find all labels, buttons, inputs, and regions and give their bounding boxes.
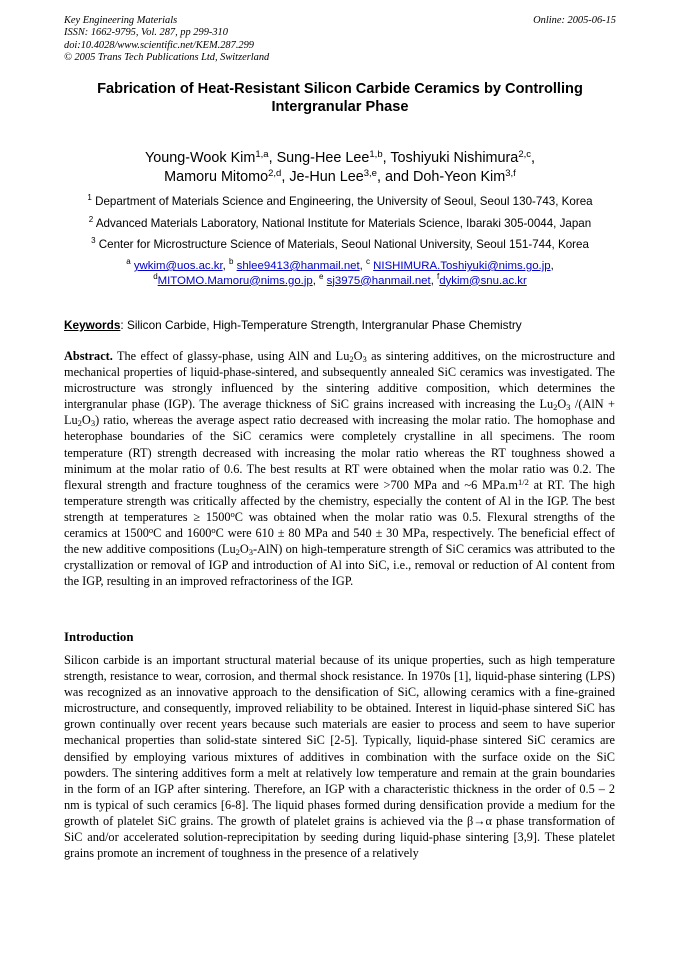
author-affil-sup: 2,d (268, 167, 282, 179)
author-name: Sung-Hee Lee (276, 150, 370, 166)
journal-name: Key Engineering Materials (64, 15, 178, 26)
email-line-2: $^d$MITOMO.Mamoru@nims.go.jp, $^e$ sj3975@hanmail.net, $^f$dykim@snu.ac.kr (153, 271, 527, 287)
email-list (64, 259, 616, 288)
email-label: f (437, 271, 440, 281)
introduction-heading: Introduction (64, 630, 134, 644)
affiliation-number: 2 (88, 215, 94, 224)
abstract-text: C was obtained when the molar ratio was 0.5. Flexural strengths of the ceramics at 1500 (64, 509, 615, 541)
subscript: 2 (235, 547, 240, 558)
email-label: d (153, 271, 158, 281)
affiliation-text: Department of Materials Science and Engineering, the University of Seoul, Seoul 130-743, Korea (95, 195, 593, 208)
superscript: o (148, 525, 154, 536)
subscript: 3 (90, 418, 96, 429)
email-link-e[interactable]: sj3975@hanmail.net (326, 274, 431, 287)
title-line-1: Fabrication of Heat-Resistant Silicon Carbide Ceramics by Controlling (97, 81, 583, 97)
affiliation-3 (64, 238, 616, 252)
email-link-a[interactable]: ywkim@uos.ac.kr (133, 260, 223, 272)
author-affil-sup: 3,f (505, 167, 516, 179)
subscript: 2 (349, 354, 354, 364)
subscript: 3 (362, 354, 367, 364)
author-name: Mamoru Mitomo (164, 168, 269, 185)
journal-header (64, 15, 616, 65)
affiliation-1 (64, 195, 616, 209)
subscript: 3 (566, 402, 571, 413)
subscript: 3 (248, 547, 253, 558)
abstract-text: C were 610 ± 80 MPa and 540 ± 30 MPa, respectively. The beneficial effect of the new additive compositions (Lu (64, 526, 615, 557)
email-line-1: $^a$ ywkim@uos.ac.kr, $^b$ shlee9413@hanmail.net, $^c$ NISHIMURA.Toshiyuki@nims.go.jp, (126, 257, 554, 272)
author-name: Doh-Yeon Kim (412, 168, 506, 185)
author-name: Toshiyuki Nishimura (390, 150, 519, 166)
author-name: Young-Wook Kim (144, 150, 256, 166)
keywords-label: Keywords (64, 318, 121, 332)
affiliation-text: Center for Microstructure Science of Materials, Seoul National University, Seoul 151-744, Korea (98, 238, 589, 251)
affiliation-number: 1 (87, 193, 92, 202)
author-name: Je-Hun Lee (289, 168, 364, 185)
title-line-2: Intergranular Phase (271, 99, 409, 115)
abstract-text: -AlN) on high-temperature strength of SiC ceramics was attributed to the crystallization or removal of IGP and introduction of Al into SiC, i.e., removal or reduction of Al content from the IGP, resulting in an improved refractoriness of the IGP. (64, 542, 615, 589)
abstract-text: C and 1600 (153, 526, 212, 541)
email-link-b[interactable]: shlee9413@hanmail.net (236, 260, 360, 272)
author-affil-sup: 1,a (255, 149, 269, 160)
abstract-label: Abstract. (64, 349, 113, 363)
email-link-f[interactable]: dykim@snu.ac.kr (439, 274, 527, 287)
affiliation-text: Advanced Materials Laboratory, National Institute for Materials Science, Ibaraki 305-0044, Japan (95, 217, 592, 230)
abstract-text: The effect of glassy-phase, using AlN and Lu (112, 349, 350, 363)
affiliation-number: 3 (91, 236, 96, 245)
abstract-text: as sintering additives, on the microstructure and mechanical properties of liquid-phase-sintered, and subsequently annealed SiC ceramics was investigated. The microstructure was strongly influenced by the sintering additive composition, which determines the intergranular phase (IGP). The average thickness of SiC grains increased with increasing the Lu (64, 349, 615, 412)
abstract-text: ) ratio, whereas the average aspect ratio decreased with increasing the molar ratio. The homophase and heterophase boundaries of the SiC ceramics were completely crystalline in all specimens. The room temperature (RT) strength decreased with increasing the molar ratio whereas the RT toughness showed a minimum at the molar ratio of 0.6. The best results at RT were obtained when the molar ratio was 0.2. The flexural strength and fracture toughness of the ceramics were >700 MPa and ~6 MPa.m (64, 413, 615, 492)
doi-line: doi:10.4028/www.scientific.net/KEM.287.299 (64, 39, 254, 51)
abstract-paragraph: Abstract. The effect of glassy-phase, using AlN and $Lu_2O_3$ as sintering additives, on the microstructure and mechanical properties of liquid-phase-sintered, and subsequently annealed SiC ceramics was investigated. The microstructure was strongly influenced by the sintering additive composition, which determines the intergranular phase (IGP). The average thickness of SiC grains increased with increasing the $Lu_2O_3$ $/(AlN + Lu_2O_3)$ ratio, whereas the average aspect ratio decreased with increasing the molar ratio. The homophase and heterophase boundaries of the SiC ceramics were completely crystalline in all specimens. The room temperature (RT) strength decreased with increasing the molar ratio whereas the RT toughness showed a minimum at the molar ratio of 0.6. The best results at RT were obtained when the molar ratio was 0.2. The flexural strength and fracture toughness of the ceramics were >700 MPa and ~6 $MPa.m^{1/2}$ at RT. The high temperature strength was critically affected by the chemistry, especially the content of Al in the IGP. The best strength at temperatures ≥ $1500^oC$ was obtained when the molar ratio was 0.5. Flexural strengths of the ceramics at 1500$^o$C and 1600$^o$C were 610 ± 80 MPa and 540 ± 30 MPa, respectively. The beneficial effect of the new additive compositions $(Lu_2O_3-AlN)$ on high-temperature strength of SiC ceramics was attributed to the crystallization or removal of IGP and introduction of Al into SiC, i.e., removal or reduction of Al content from the IGP, resulting in an improved refractoriness of the IGP. (64, 349, 615, 589)
author-line-1: Young-Wook Kim$^{1,a}$, Sung-Hee Lee$^{1,b}$, Toshiyuki Nishimura$^{2,c}$, (144, 149, 536, 166)
superscript: o (230, 508, 235, 519)
email-label: e (319, 271, 324, 281)
abstract-text: at RT. The high temperature strength was critically affected by the chemistry, especially the content of Al in the IGP. The best strength at temperatures ≥ 1500 (64, 477, 615, 524)
email-label: b (229, 257, 234, 266)
author-list (64, 149, 616, 186)
issn-line: ISSN: 1662-9795, Vol. 287, pp 299-310 (64, 27, 228, 39)
subscript: 2 (553, 402, 558, 413)
paper-title (64, 80, 616, 116)
author-affil-sup: 3,e (363, 167, 377, 179)
keywords-line (64, 318, 616, 332)
copyright-line: © 2005 Trans Tech Publications Ltd, Switzerland (64, 52, 270, 64)
author-affil-sup: 1,b (369, 149, 383, 160)
email-link-c[interactable]: NISHIMURA.Toshiyuki@nims.go.jp (373, 260, 551, 272)
subscript: 2 (77, 418, 82, 429)
email-label: c (366, 257, 370, 266)
superscript: o (211, 525, 216, 536)
email-label: a (126, 257, 131, 266)
author-line-2: Mamoru Mitomo$^{2,d}$, Je-Hun Lee$^{3,e}$, and Doh-Yeon Kim$^{3,f}$ (164, 167, 516, 185)
keywords-text: : Silicon Carbide, High-Temperature Strength, Intergranular Phase Chemistry (120, 318, 522, 332)
email-link-d[interactable]: MITOMO.Mamoru@nims.go.jp (157, 274, 313, 287)
introduction-paragraph: Silicon carbide is an important structural material because of its unique properties, such as high temperature strength, resistance to wear, corrosion, and thermal shock resistance. In 1970s [1], liquid-phase sintering (LPS) was recognized as an innovative approach to the densification of SiC, allowing ceramics with a fine-grained microstructure, and consequently, improved reliability to be obtained. Interest in liquid-phase sintered SiC has grown continually over recent years because such materials are easier to process and seem to have superior mechanical properties than solid-state sintered SiC [2-5]. Typically, liquid-phase sintered SiC ceramics are densified by employing various mixtures of additives in combination with the surface oxide on the SiC powders. The sintering additives form a melt at relatively low temperature and remain at the grain boundaries in the form of an IGP after sintering. Therefore, an IGP with a characteristic thickness in the order of 0.5 – 2 nm is typical of such ceramics [6-8]. The liquid phases formed during densification provide a medium for the growth of platelet SiC grains. The growth of platelet grains is achieved via the β→α phase transformation of SiC and/or accelerated solution-reprecipitation by seeding during liquid-phase sintering [3,9]. These platelet grains promote an increment of toughness in the presence of a relatively (64, 653, 615, 861)
affiliation-2 (64, 217, 616, 231)
abstract-text: /(AlN + Lu (64, 397, 615, 428)
superscript: 1/2 (517, 476, 529, 487)
online-date: Online: 2005-06-15 (533, 15, 616, 26)
author-affil-sup: 2,c (518, 149, 532, 160)
